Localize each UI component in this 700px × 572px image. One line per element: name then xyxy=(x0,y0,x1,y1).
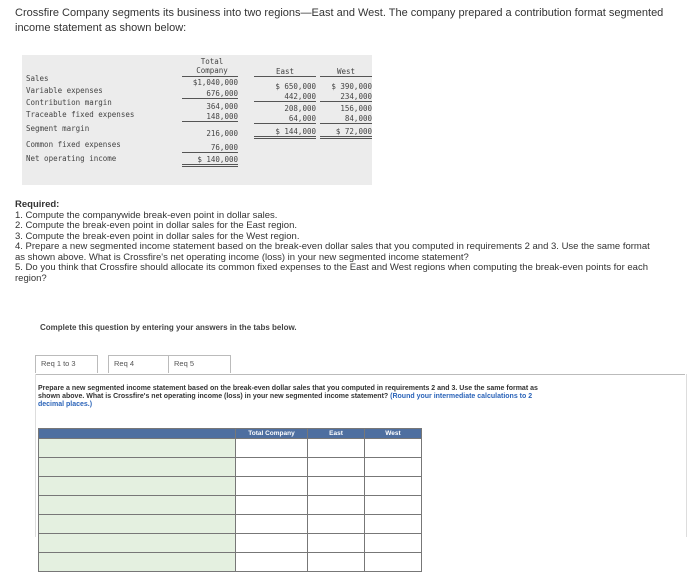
col-east: East xyxy=(308,429,365,439)
row-label: Common fixed expenses xyxy=(26,140,121,149)
east-input[interactable] xyxy=(308,496,364,514)
row-label: Traceable fixed expenses xyxy=(26,110,135,119)
instruction-text: Complete this question by entering your answers in the tabs below. xyxy=(40,323,297,332)
header-underline xyxy=(254,76,316,77)
cell-west: $ 72,000 xyxy=(320,127,372,139)
segmented-income-statement xyxy=(22,55,372,185)
label-cell[interactable] xyxy=(39,439,236,458)
cell-west: 84,000 xyxy=(320,114,372,124)
requirement-item: 1. Compute the companywide break-even point in dollar sales. xyxy=(15,209,278,221)
total-input[interactable] xyxy=(236,553,307,571)
label-cell[interactable] xyxy=(39,496,236,515)
row-label: Variable expenses xyxy=(26,86,103,95)
requirement-item: 4. Prepare a new segmented income statement based on the break-even dollar sales that you computed in requirements 2 and 3. Use the same format as shown above. What is Crossfire's net operating income (loss) in your new segmented income statement? xyxy=(15,241,650,263)
cell-east: $ 144,000 xyxy=(254,127,316,139)
row-label: Segment margin xyxy=(26,124,90,133)
east-cell[interactable] xyxy=(308,496,365,515)
cell-total: 676,000 xyxy=(182,89,238,99)
cell-total: 364,000 xyxy=(206,102,238,111)
label-cell[interactable] xyxy=(39,515,236,534)
table-row xyxy=(39,515,422,534)
table-row xyxy=(39,553,422,572)
req-tabs xyxy=(35,355,685,375)
tab-req-4[interactable]: Req 4 xyxy=(108,355,171,373)
label-input[interactable] xyxy=(39,553,235,571)
tab-req-1-to-3[interactable]: Req 1 to 3 xyxy=(35,355,98,373)
answer-table xyxy=(38,428,422,572)
cell-total: $ 140,000 xyxy=(182,155,238,167)
header-blank xyxy=(39,429,236,439)
cell-east: 64,000 xyxy=(254,114,316,124)
west-input[interactable] xyxy=(365,515,421,533)
west-cell[interactable] xyxy=(365,477,422,496)
cell-total: 216,000 xyxy=(206,129,238,138)
west-input[interactable] xyxy=(365,534,421,552)
requirement-item: 5. Do you think that Crossfire should allocate its common fixed expenses to the East and West regions when computing the break-even points for each region? xyxy=(15,262,648,284)
cell-west: 156,000 xyxy=(340,104,372,113)
east-cell[interactable] xyxy=(308,477,365,496)
east-input[interactable] xyxy=(308,439,364,457)
total-cell[interactable] xyxy=(236,439,308,458)
total-cell[interactable] xyxy=(236,515,308,534)
row-label: Sales xyxy=(26,74,49,83)
label-input[interactable] xyxy=(39,534,235,552)
req4-prompt xyxy=(38,385,558,409)
total-input[interactable] xyxy=(236,534,307,552)
west-input[interactable] xyxy=(365,439,421,457)
requirement-item: 2. Compute the break-even point in dollar sales for the East region. xyxy=(15,220,297,231)
label-input[interactable] xyxy=(39,477,235,495)
total-cell[interactable] xyxy=(236,553,308,572)
cell-total: 76,000 xyxy=(182,143,238,153)
label-cell[interactable] xyxy=(39,534,236,553)
label-input[interactable] xyxy=(39,496,235,514)
total-input[interactable] xyxy=(236,439,307,457)
table-row xyxy=(39,534,422,553)
table-row xyxy=(39,439,422,458)
requirements xyxy=(15,200,655,284)
total-cell[interactable] xyxy=(236,477,308,496)
header-underline xyxy=(320,76,372,77)
cell-east: 208,000 xyxy=(284,104,316,113)
west-input[interactable] xyxy=(365,477,421,495)
requirement-item: 3. Compute the break-even point in dollar sales for the West region. xyxy=(15,230,300,242)
total-cell[interactable] xyxy=(236,534,308,553)
col-total-company: Total Company xyxy=(236,429,308,439)
east-cell[interactable] xyxy=(308,458,365,477)
label-cell[interactable] xyxy=(39,553,236,572)
total-input[interactable] xyxy=(236,477,307,495)
cell-total: 148,000 xyxy=(182,112,238,122)
east-input[interactable] xyxy=(308,553,364,571)
west-input[interactable] xyxy=(365,458,421,476)
table-row xyxy=(39,458,422,477)
east-cell[interactable] xyxy=(308,439,365,458)
total-input[interactable] xyxy=(236,458,307,476)
tab-req-5[interactable]: Req 5 xyxy=(168,355,231,373)
col-west: West xyxy=(365,429,422,439)
cell-total: $1,040,000 xyxy=(192,78,238,87)
prompt-note: (Round your intermediate calculations to 2 decimal places.) xyxy=(38,393,533,408)
west-cell[interactable] xyxy=(365,515,422,534)
west-input[interactable] xyxy=(365,553,421,571)
requirements-title: Required: xyxy=(15,199,60,210)
east-input[interactable] xyxy=(308,477,364,495)
east-cell[interactable] xyxy=(308,553,365,572)
header-total-company: Total Company xyxy=(196,57,228,75)
east-input[interactable] xyxy=(308,458,364,476)
east-input[interactable] xyxy=(308,534,364,552)
east-cell[interactable] xyxy=(308,534,365,553)
label-cell[interactable] xyxy=(39,477,236,496)
problem-intro: Crossfire Company segments its business into two regions—East and West. The company prepared a contribution format segmented income statement as shown below: xyxy=(15,7,664,34)
west-input[interactable] xyxy=(365,496,421,514)
header-west: West xyxy=(336,67,356,76)
west-cell[interactable] xyxy=(365,439,422,458)
label-input[interactable] xyxy=(39,439,235,457)
total-cell[interactable] xyxy=(236,496,308,515)
cell-west: 234,000 xyxy=(320,92,372,102)
label-cell[interactable] xyxy=(39,458,236,477)
west-cell[interactable] xyxy=(365,458,422,477)
west-cell[interactable] xyxy=(365,534,422,553)
cell-west: $ 390,000 xyxy=(331,82,372,91)
row-label: Contribution margin xyxy=(26,98,112,107)
west-cell[interactable] xyxy=(365,496,422,515)
total-cell[interactable] xyxy=(236,458,308,477)
cell-east: $ 650,000 xyxy=(275,82,316,91)
header-east: East xyxy=(275,67,295,76)
east-cell[interactable] xyxy=(308,515,365,534)
label-input[interactable] xyxy=(39,515,235,533)
row-label: Net operating income xyxy=(26,154,117,163)
label-input[interactable] xyxy=(39,458,235,476)
east-input[interactable] xyxy=(308,515,364,533)
prompt-text: Prepare a new segmented income statement based on the break-even dollar sales that you computed in requirements 2 and 3. Use the same format as shown above. What is Crossfire's net operating income (loss) in your new segmented income statement? xyxy=(38,385,538,400)
total-input[interactable] xyxy=(236,515,307,533)
table-row xyxy=(39,496,422,515)
cell-east: 442,000 xyxy=(254,92,316,102)
table-row xyxy=(39,477,422,496)
header-underline xyxy=(182,76,238,77)
total-input[interactable] xyxy=(236,496,307,514)
west-cell[interactable] xyxy=(365,553,422,572)
